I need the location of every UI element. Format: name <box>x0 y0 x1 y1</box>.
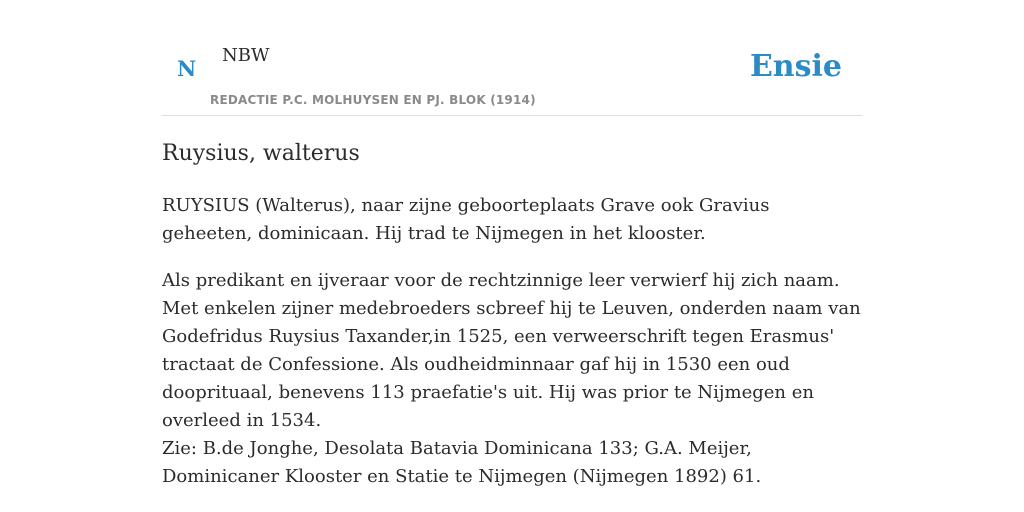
article-title: Ruysius, walterus <box>162 141 360 166</box>
article-page <box>162 0 862 487</box>
source-logo-icon: N <box>177 56 197 81</box>
source-header <box>162 0 862 116</box>
article-paragraph: Als predikant en ijveraar voor de rechtzinnige leer verwierf hij zich naam. Met enkelen zijner medebroeders scbreef hij te Leuven, onderden naam van Godefridus Ruysius Taxander,in 1525, een verweerschrift tegen Erasmus' tractaat de Confessione. Als oudheidminnaar gaf hij in 1530 een oud dooprituaal, benevens 113 praefatie's uit. Hij was prior te Nijmegen en overleed in 1534. <box>162 270 861 431</box>
source-subtitle: REDACTIE P.C. MOLHUYSEN EN PJ. BLOK (1914) <box>210 93 536 107</box>
article-paragraph: RUYSIUS (Walterus), naar zijne geboorteplaats Grave ook Gravius geheeten, dominicaan. Hij trad te Nijmegen in het klooster. <box>162 195 770 244</box>
source-name[interactable]: NBW <box>222 45 270 66</box>
article-references: Zie: B.de Jonghe, Desolata Batavia Dominicana 133; G.A. Meijer, Dominicaner Klooster en Statie te Nijmegen (Nijmegen 1892) 61. <box>162 438 762 487</box>
brand-logo[interactable]: Ensie <box>749 49 842 84</box>
